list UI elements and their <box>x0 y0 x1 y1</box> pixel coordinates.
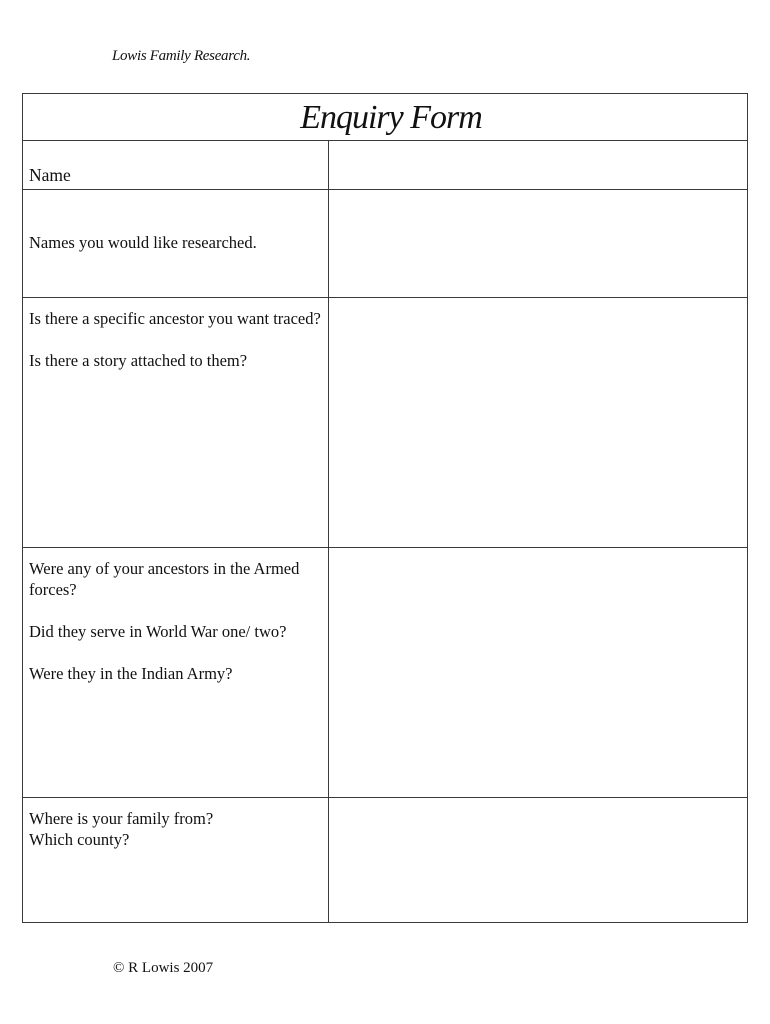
row-name <box>23 141 747 190</box>
org-header: Lowis Family Research. <box>112 48 251 64</box>
armed-forces-answer-field[interactable] <box>329 548 747 797</box>
question-text: Names you would like researched. <box>29 233 257 252</box>
specific-ancestor-answer-field[interactable] <box>329 298 747 547</box>
names-researched-answer-field[interactable] <box>329 190 747 297</box>
name-answer-field[interactable] <box>329 141 747 189</box>
question-text: Were any of your ancestors in the Armed forces? <box>29 559 300 599</box>
label-cell <box>23 190 329 297</box>
question-text: Did they serve in World War one/ two? <box>29 622 287 641</box>
row-specific-ancestor <box>23 298 747 548</box>
label-cell <box>23 141 329 189</box>
question-text: Were they in the Indian Army? <box>29 664 233 683</box>
label-cell <box>23 548 329 797</box>
question-text: Where is your family from? <box>29 809 214 828</box>
row-names-researched <box>23 190 747 298</box>
title-row <box>23 94 747 141</box>
question-text: Name <box>29 165 71 185</box>
form-title: Enquiry Form <box>300 99 482 136</box>
copyright-footer: © R Lowis 2007 <box>113 960 214 976</box>
label-cell <box>23 798 329 922</box>
row-armed-forces <box>23 548 747 798</box>
question-text: Is there a story attached to them? <box>29 351 248 370</box>
family-origin-answer-field[interactable] <box>329 798 747 922</box>
question-text: Which county? <box>29 830 130 849</box>
enquiry-form-table <box>22 93 748 923</box>
question-text: Is there a specific ancestor you want traced? <box>29 309 321 328</box>
row-family-origin <box>23 798 747 922</box>
label-cell <box>23 298 329 547</box>
